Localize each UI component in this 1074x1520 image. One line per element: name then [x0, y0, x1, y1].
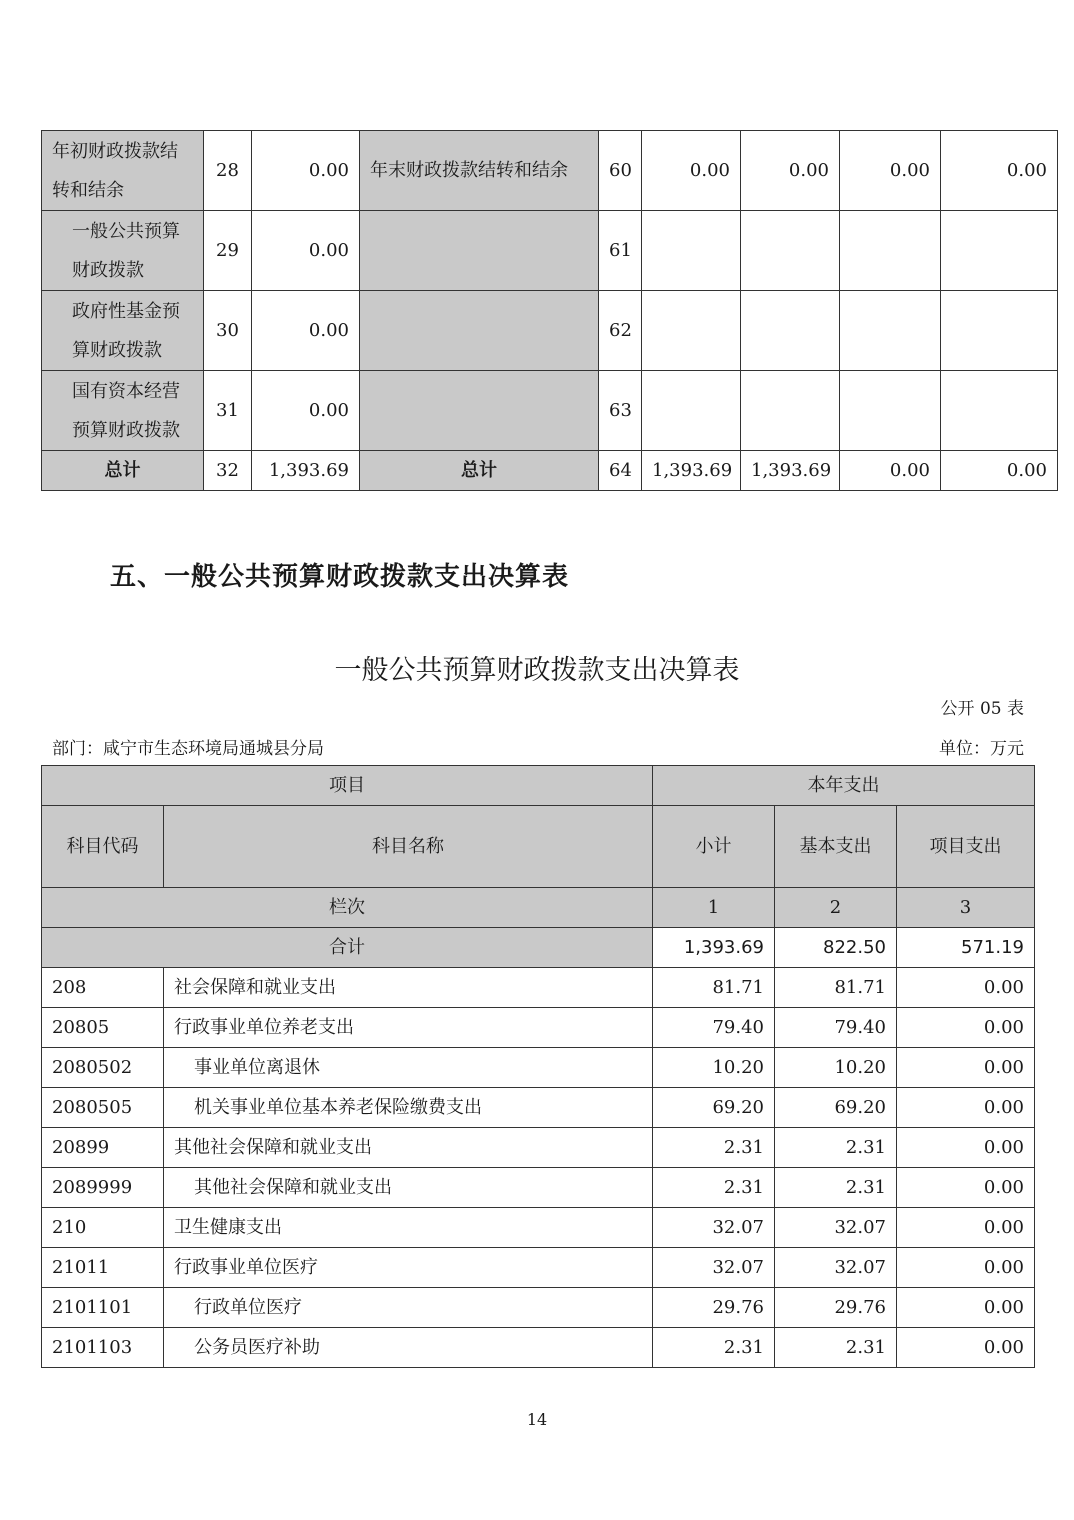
item-basic: 32.07 — [775, 1248, 897, 1288]
header-subtotal: 小计 — [653, 806, 775, 888]
table-row — [42, 131, 1058, 211]
item-name: 行政事业单位医疗 — [164, 1248, 653, 1288]
right-row-number: 61 — [599, 211, 642, 291]
left-item-label: 政府性基金预算财政拨款 — [42, 291, 204, 371]
item-basic: 29.76 — [775, 1288, 897, 1328]
item-code: 21011 — [42, 1248, 164, 1288]
left-amount: 1,393.69 — [252, 451, 360, 491]
item-code: 2101103 — [42, 1328, 164, 1368]
item-name: 行政单位医疗 — [164, 1288, 653, 1328]
item-subtotal: 32.07 — [653, 1248, 775, 1288]
right-value-1 — [642, 371, 741, 451]
right-row-number: 60 — [599, 131, 642, 211]
left-amount: 0.00 — [252, 131, 360, 211]
item-subtotal: 32.07 — [653, 1208, 775, 1248]
item-name: 机关事业单位基本养老保险缴费支出 — [164, 1088, 653, 1128]
left-amount: 0.00 — [252, 291, 360, 371]
header-current-year: 本年支出 — [653, 766, 1035, 806]
header-basic: 基本支出 — [775, 806, 897, 888]
right-item-label — [360, 211, 599, 291]
sum-subtotal: 1,393.69 — [653, 928, 775, 968]
right-value-2 — [741, 291, 840, 371]
right-value-3 — [840, 211, 941, 291]
item-basic: 2.31 — [775, 1168, 897, 1208]
right-row-number: 64 — [599, 451, 642, 491]
item-subtotal: 2.31 — [653, 1328, 775, 1368]
sum-row — [42, 928, 1035, 968]
right-row-number: 63 — [599, 371, 642, 451]
item-code: 2101101 — [42, 1288, 164, 1328]
left-item-label: 年初财政拨款结转和结余 — [42, 131, 204, 211]
right-value-3: 0.00 — [840, 451, 941, 491]
item-project: 0.00 — [897, 1208, 1035, 1248]
item-subtotal: 79.40 — [653, 1008, 775, 1048]
left-item-label: 国有资本经营预算财政拨款 — [42, 371, 204, 451]
item-basic: 32.07 — [775, 1208, 897, 1248]
item-subtotal: 2.31 — [653, 1168, 775, 1208]
table-row — [42, 968, 1035, 1008]
right-item-label — [360, 291, 599, 371]
item-project: 0.00 — [897, 1048, 1035, 1088]
right-value-1 — [642, 211, 741, 291]
right-row-number: 62 — [599, 291, 642, 371]
left-item-label: 一般公共预算财政拨款 — [42, 211, 204, 291]
item-code: 210 — [42, 1208, 164, 1248]
item-basic: 69.20 — [775, 1088, 897, 1128]
item-project: 0.00 — [897, 1288, 1035, 1328]
item-code: 2080502 — [42, 1048, 164, 1088]
item-subtotal: 81.71 — [653, 968, 775, 1008]
left-row-number: 32 — [204, 451, 252, 491]
sum-basic: 822.50 — [775, 928, 897, 968]
right-value-4 — [941, 371, 1058, 451]
left-row-number: 28 — [204, 131, 252, 211]
item-project: 0.00 — [897, 1008, 1035, 1048]
table-row — [42, 371, 1058, 451]
item-subtotal: 10.20 — [653, 1048, 775, 1088]
header-row — [42, 806, 1035, 888]
item-project: 0.00 — [897, 1168, 1035, 1208]
column-number-3: 3 — [897, 888, 1035, 928]
item-code: 208 — [42, 968, 164, 1008]
table-row — [42, 1248, 1035, 1288]
item-project: 0.00 — [897, 1328, 1035, 1368]
table-row — [42, 1048, 1035, 1088]
item-project: 0.00 — [897, 1088, 1035, 1128]
table-row — [42, 211, 1058, 291]
right-value-3 — [840, 371, 941, 451]
item-code: 20805 — [42, 1008, 164, 1048]
item-name: 卫生健康支出 — [164, 1208, 653, 1248]
item-name: 公务员医疗补助 — [164, 1328, 653, 1368]
header-row — [42, 766, 1035, 806]
table-row — [42, 1128, 1035, 1168]
column-number-row — [42, 888, 1035, 928]
table-code: 公开 05 表 — [940, 699, 1024, 719]
left-amount: 0.00 — [252, 211, 360, 291]
item-code: 20899 — [42, 1128, 164, 1168]
item-basic: 2.31 — [775, 1328, 897, 1368]
column-number-label: 栏次 — [42, 888, 653, 928]
table-title: 一般公共预算财政拨款支出决算表 — [334, 655, 740, 686]
right-value-1: 0.00 — [642, 131, 741, 211]
right-value-2: 0.00 — [741, 131, 840, 211]
item-project: 0.00 — [897, 1248, 1035, 1288]
right-value-1 — [642, 291, 741, 371]
header-code: 科目代码 — [42, 806, 164, 888]
item-name: 事业单位离退休 — [164, 1048, 653, 1088]
item-code: 2089999 — [42, 1168, 164, 1208]
balance-summary-table — [41, 130, 1058, 491]
section-heading: 五、一般公共预算财政拨款支出决算表 — [110, 562, 570, 592]
table-row — [42, 1288, 1035, 1328]
unit-label: 单位：万元 — [939, 739, 1024, 759]
item-name: 社会保障和就业支出 — [164, 968, 653, 1008]
item-code: 2080505 — [42, 1088, 164, 1128]
right-value-2 — [741, 371, 840, 451]
item-subtotal: 69.20 — [653, 1088, 775, 1128]
column-number-2: 2 — [775, 888, 897, 928]
right-value-4 — [941, 291, 1058, 371]
item-basic: 81.71 — [775, 968, 897, 1008]
right-item-label — [360, 371, 599, 451]
item-subtotal: 2.31 — [653, 1128, 775, 1168]
right-value-2 — [741, 211, 840, 291]
item-basic: 2.31 — [775, 1128, 897, 1168]
item-subtotal: 29.76 — [653, 1288, 775, 1328]
table-row — [42, 1208, 1035, 1248]
right-value-2: 1,393.69 — [741, 451, 840, 491]
left-row-number: 29 — [204, 211, 252, 291]
column-number-1: 1 — [653, 888, 775, 928]
right-value-4: 0.00 — [941, 451, 1058, 491]
sum-project: 571.19 — [897, 928, 1035, 968]
item-basic: 10.20 — [775, 1048, 897, 1088]
total-row — [42, 451, 1058, 491]
right-value-4: 0.00 — [941, 131, 1058, 211]
page-number: 14 — [526, 1410, 548, 1429]
left-row-number: 31 — [204, 371, 252, 451]
header-item: 项目 — [42, 766, 653, 806]
expenditure-table — [41, 765, 1035, 1368]
header-project: 项目支出 — [897, 806, 1035, 888]
right-value-1: 1,393.69 — [642, 451, 741, 491]
item-project: 0.00 — [897, 968, 1035, 1008]
table-row — [42, 1008, 1035, 1048]
left-row-number: 30 — [204, 291, 252, 371]
right-total-label: 总计 — [360, 451, 599, 491]
right-value-3: 0.00 — [840, 131, 941, 211]
item-name: 其他社会保障和就业支出 — [164, 1168, 653, 1208]
item-name: 其他社会保障和就业支出 — [164, 1128, 653, 1168]
item-name: 行政事业单位养老支出 — [164, 1008, 653, 1048]
right-item-label: 年末财政拨款结转和结余 — [360, 131, 599, 211]
table-row — [42, 1168, 1035, 1208]
department-label: 部门：咸宁市生态环境局通城县分局 — [52, 739, 324, 759]
table-row — [42, 1088, 1035, 1128]
right-value-3 — [840, 291, 941, 371]
item-project: 0.00 — [897, 1128, 1035, 1168]
header-name: 科目名称 — [164, 806, 653, 888]
right-value-4 — [941, 211, 1058, 291]
table-row — [42, 291, 1058, 371]
left-total-label: 总计 — [42, 451, 204, 491]
item-basic: 79.40 — [775, 1008, 897, 1048]
left-amount: 0.00 — [252, 371, 360, 451]
table-row — [42, 1328, 1035, 1368]
sum-label: 合计 — [42, 928, 653, 968]
